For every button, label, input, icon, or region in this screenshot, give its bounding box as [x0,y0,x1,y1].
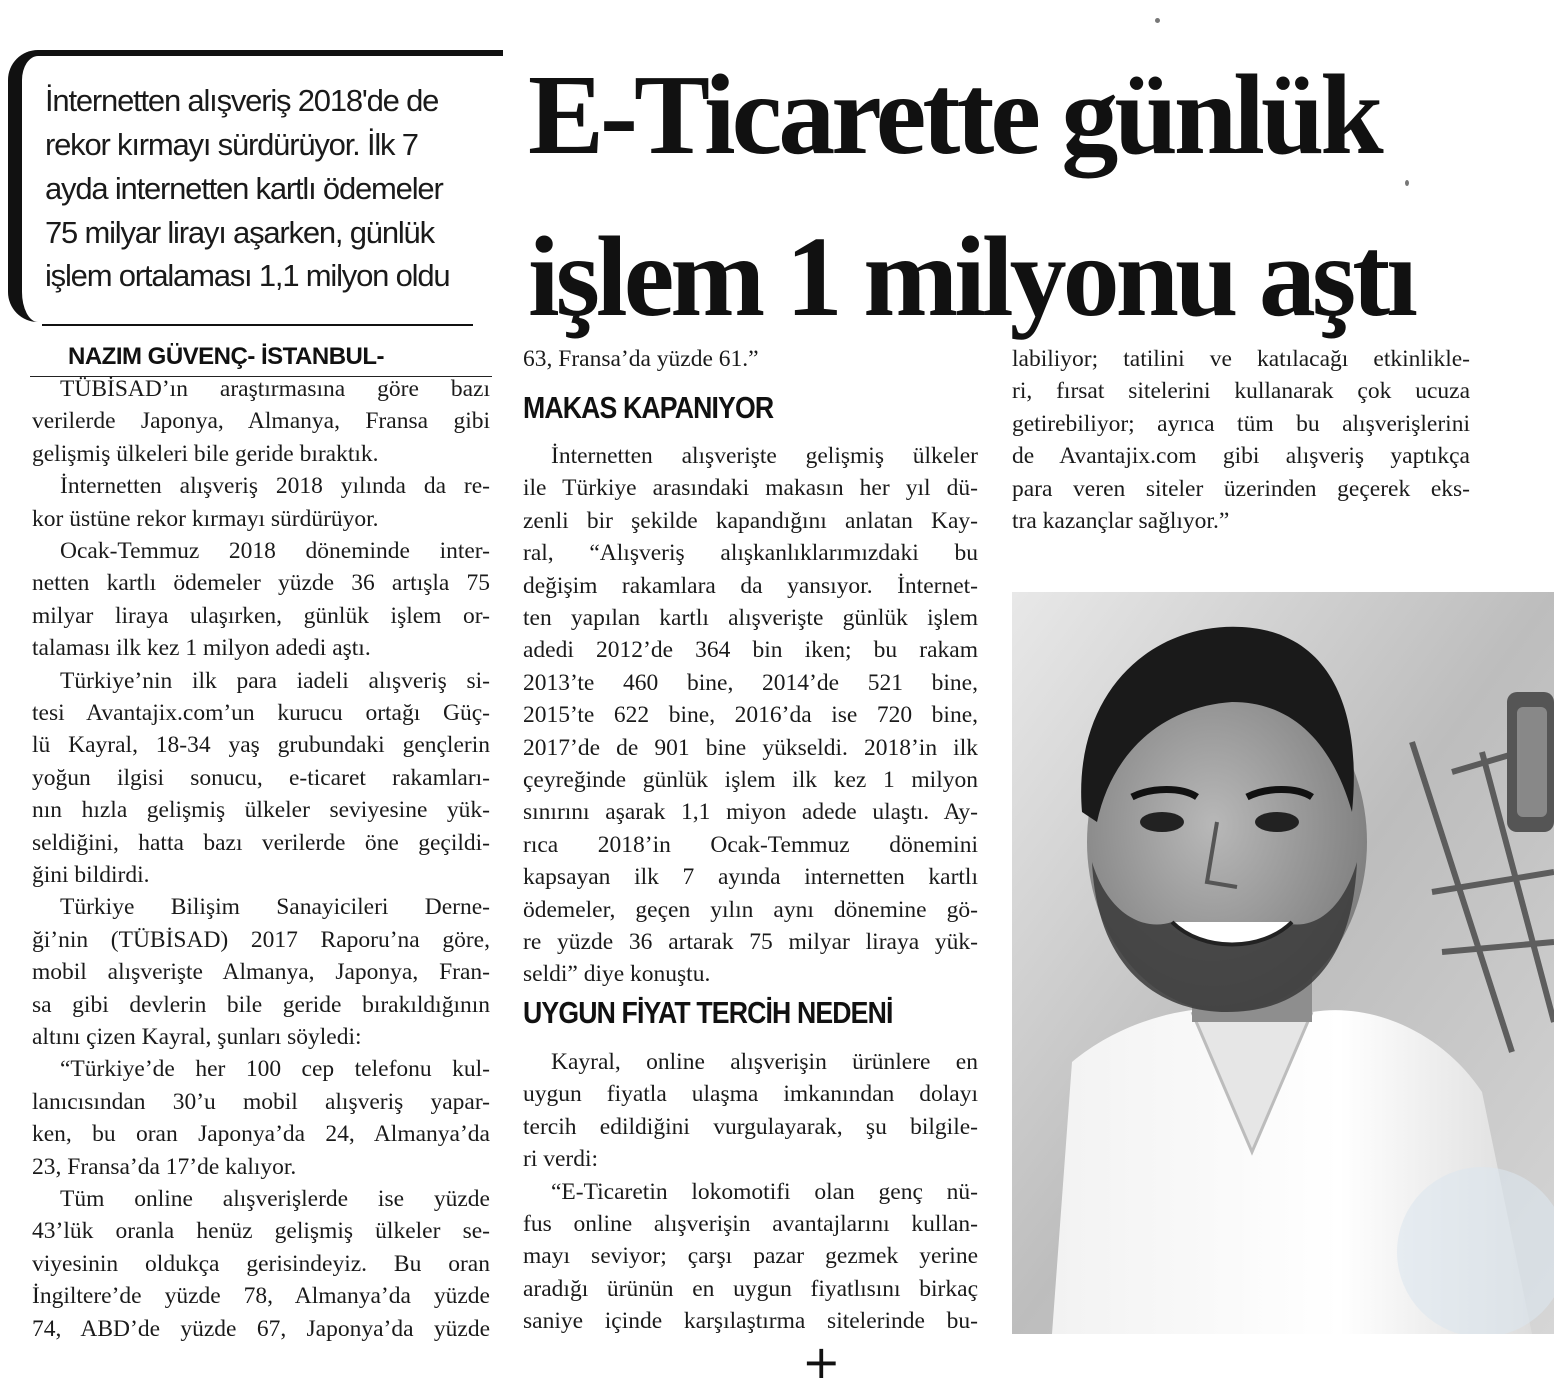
summary-line: 75 milyar lirayı aşarken, günlük [45,215,434,250]
text-line: 23, Fransa’da 17’de kalıyor. [32,1153,297,1180]
text-line: kapsayan ilk 7 ayında internetten kartlı [523,864,978,891]
text-line: ral, “Alışveriş alışkanlıklarımızdaki bu [523,540,978,567]
text-line: ri, fırsat sitelerini kullanarak çok ucuza [1012,378,1470,405]
text-line: seldi” diye konuştu. [523,961,711,988]
text-line: saniye içinde karşılaştırma sitelerinde bu- [523,1308,978,1335]
text-line: viyesinin oldukça gerisindeyiz. Bu oran [32,1250,490,1277]
text-line: sınırını aşarak 1,1 miyon adede ulaştı. Ay- [523,799,978,826]
text-line: 2013’te 460 bine, 2014’de 521 bine, [523,669,978,696]
subhead-uygun-fiyat: UYGUN FİYAT TERCİH NEDENİ [523,995,893,1030]
text-line: mobil alışverişte Almanya, Japonya, Fran- [32,959,490,986]
plus-mark: + [802,1335,841,1389]
text-line: İnternetten alışverişte gelişmiş ülkeler [551,443,978,469]
print-speck [1405,180,1409,186]
text-line: İngiltere’de yüzde 78, Almanya’da yüzde [32,1283,490,1310]
text-line: Türkiye Bilişim Sanayicileri Derne- [60,894,490,921]
text-line: Kayral, online alışverişin ürünlere en [551,1049,978,1075]
summary-line: işlem ortalaması 1,1 milyon oldu [45,258,450,293]
text-line: “E-Ticaretin lokomotifi olan genç nü- [551,1178,978,1205]
text-line: ğini bildirdi. [32,862,150,888]
text-line: TÜBİSAD’ın araştırmasına göre bazı [60,376,490,402]
text-line: Tüm online alışverişlerde ise yüzde [60,1186,490,1212]
byline: NAZIM GÜVENÇ- İSTANBUL- [68,343,385,370]
summary-line: ayda internetten kartlı ödemeler [45,171,443,206]
text-line: adedi 2012’de 364 bin iken; bu rakam [523,637,978,664]
text-line: 63, Fransa’da yüzde 61.” [523,346,759,372]
text-line: değişim rakamlara da yansıyor. İnternet- [523,572,978,599]
text-line: tesi Avantajix.com’un kurucu ortağı Güç- [32,700,490,726]
text-line: ken, bu oran Japonya’da 24, Almanya’da [32,1121,490,1148]
text-line: ri verdi: [523,1146,599,1173]
headline-line-1: E-Ticarette günlük [528,51,1380,178]
text-line: “Türkiye’de her 100 cep telefonu kul- [60,1056,490,1083]
text-line: Ocak-Temmuz 2018 döneminde inter- [60,538,490,564]
text-line: para veren siteler üzerinden geçerek eks- [1012,475,1470,502]
text-line: İnternetten alışveriş 2018 yılında da re- [60,473,490,500]
text-line: mayı seviyor; çarşı pazar gezmek yerine [523,1243,978,1270]
summary-line: rekor kırmayı sürdürüyor. İlk 7 [45,127,418,162]
text-line: zenli bir şekilde kapandığını anlatan Kay- [523,507,978,534]
text-line: kor üstüne rekor kırmayı sürdürüyor. [32,505,379,532]
text-line: seldiğini, hatta bazı verilerde öne geçildi- [32,829,490,856]
text-line: lanıcısından 30’u mobil alışveriş yapar- [32,1088,490,1115]
text-line: 2015’te 622 bine, 2016’da ise 720 bine, [523,702,978,729]
text-line: ödemeler, geçen yılın aynı dönemine gö- [523,896,978,923]
text-line: netten kartlı ödemeler yüzde 36 artışla 75 [32,570,490,597]
text-line: re yüzde 36 artarak 75 milyar liraya yük- [523,929,978,955]
text-line: 74, ABD’de yüzde 67, Japonya’da yüzde [32,1315,490,1342]
text-line: fus online alışverişin avantajlarını kullan- [523,1211,978,1237]
text-line: ten yapılan kartlı alışverişte günlük işlem [523,605,978,631]
text-line: milyar liraya ulaşırken, günlük işlem or- [32,602,490,629]
text-line: altını çizen Kayral, şunları söyledi: [32,1024,362,1050]
text-line: rıca 2018’in Ocak-Temmuz dönemini [523,831,978,858]
text-line: çeyreğinde günlük işlem ilk kez 1 milyon [523,767,978,793]
text-line: uygun fiyatla ulaşma imkanından dolayı [523,1081,978,1108]
text-line: ile Türkiye arasındaki makasın her yıl dü- [523,475,978,502]
text-line: yoğun ilgisi sonucu, e-ticaret rakamları- [32,764,490,791]
text-line: lü Kayral, 18-34 yaş grubundaki gençlerin [32,732,490,759]
text-line: Türkiye’nin ilk para iadeli alışveriş si- [60,667,490,694]
text-line: nın hızla gelişmiş ülkeler seviyesine yük- [32,797,490,824]
text-line: ği’nin (TÜBİSAD) 2017 Raporu’na göre, [32,926,490,953]
text-line: gelişmiş ülkeleri bile geride bıraktık. [32,440,379,467]
portrait-illustration [1012,592,1554,1334]
portrait-photo [1012,592,1554,1334]
subhead-makas-kapaniyor: MAKAS KAPANIYOR [523,390,774,425]
text-line: aradığı ürünün en uygun fiyatlısını birkaç [523,1275,978,1302]
text-line: tercih edildiğini vurgulayarak, şu bilgile- [523,1113,978,1140]
text-line: 2017’de de 901 bine yükseldi. 2018’in ilk [523,734,978,761]
text-line: tra kazançlar sağlıyor.” [1012,508,1230,534]
text-line: talaması ilk kez 1 milyon adedi aştı. [32,635,371,662]
text-line: sa gibi devlerin bile geride bırakıldığının [32,991,490,1018]
summary-line: İnternetten alışveriş 2018'de de [45,83,439,118]
print-speck [1155,18,1160,23]
text-line: de Avantajix.com gibi alışveriş yaptıkça [1012,443,1470,470]
headline-line-2: işlem 1 milyonu aştı [528,213,1414,340]
text-line: verilerde Japonya, Almanya, Fransa gibi [32,408,490,435]
text-line: labiliyor; tatilini ve katılacağı etkinlikle- [1012,346,1470,372]
text-line: 43’lük oranla henüz gelişmiş ülkeler se- [32,1218,490,1245]
text-line: getirebiliyor; ayrıca tüm bu alışverişlerini [1012,410,1470,437]
